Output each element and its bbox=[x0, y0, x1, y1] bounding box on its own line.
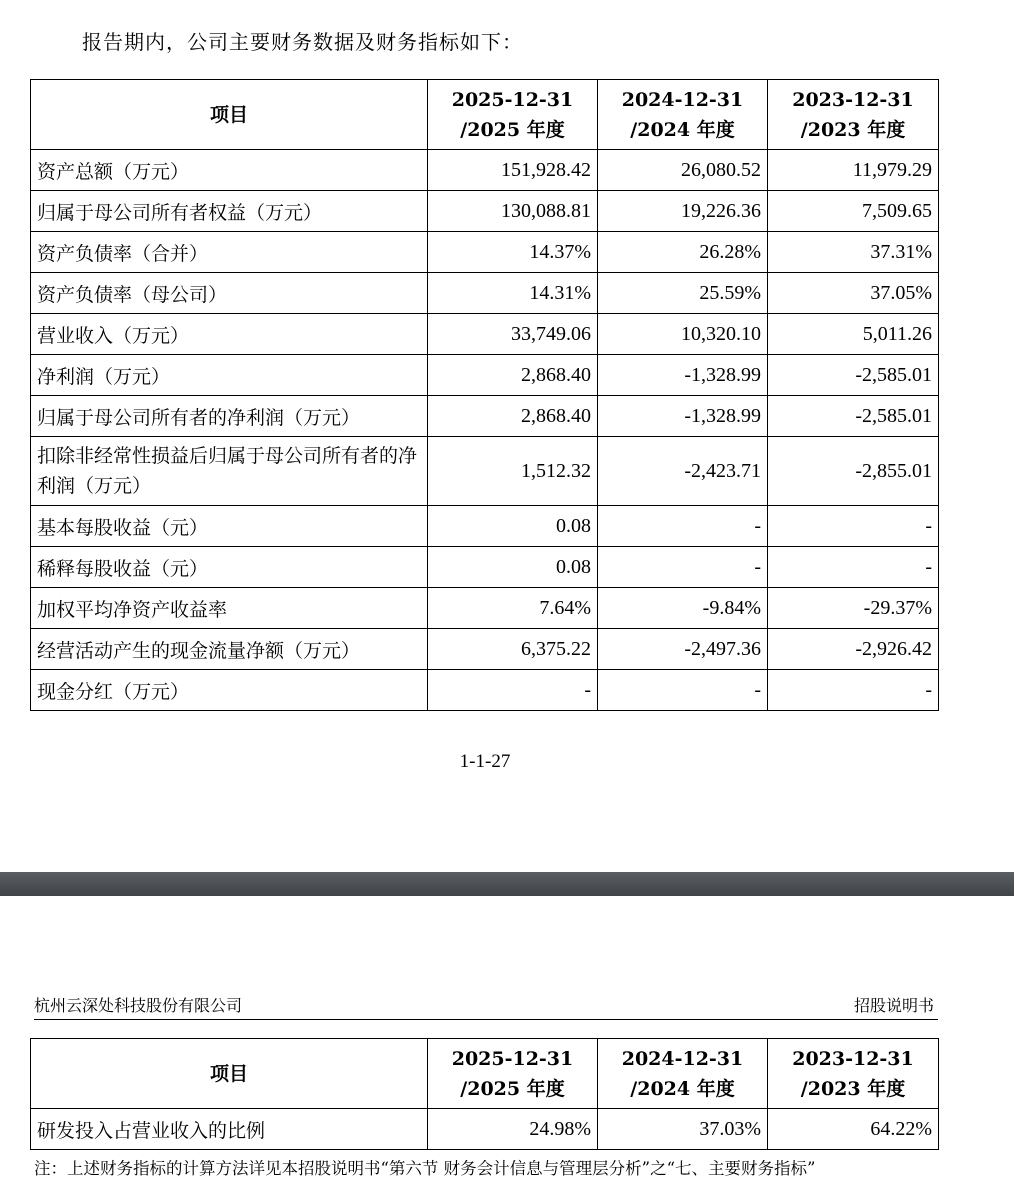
value-2025: 24.98% bbox=[428, 1109, 598, 1150]
value-2025: 6,375.22 bbox=[428, 629, 598, 670]
header-2025-date: 2025-12-31 bbox=[451, 1047, 574, 1070]
table-row bbox=[31, 396, 939, 437]
value-2024: -1,328.99 bbox=[598, 396, 768, 437]
table-row bbox=[31, 150, 939, 191]
value-2023: -29.37% bbox=[768, 588, 939, 629]
table-row bbox=[31, 273, 939, 314]
header-item: 项目 bbox=[31, 1039, 428, 1109]
table-row bbox=[31, 547, 939, 588]
table-row bbox=[31, 191, 939, 232]
table-header-row bbox=[31, 1039, 939, 1109]
row-label: 现金分红（万元） bbox=[31, 670, 428, 711]
value-2023: - bbox=[768, 547, 939, 588]
table-row bbox=[31, 629, 939, 670]
row-label: 归属于母公司所有者权益（万元） bbox=[31, 191, 428, 232]
value-2025: 14.37% bbox=[428, 232, 598, 273]
value-2024: 10,320.10 bbox=[598, 314, 768, 355]
value-2025: - bbox=[428, 670, 598, 711]
value-2025: 151,928.42 bbox=[428, 150, 598, 191]
row-label: 扣除非经常性损益后归属于母公司所有者的净利润（万元） bbox=[31, 437, 428, 506]
header-2024-year: /2024 年度 bbox=[630, 1077, 735, 1100]
row-label: 资产总额（万元） bbox=[31, 150, 428, 191]
value-2025: 7.64% bbox=[428, 588, 598, 629]
document-type: 招股说明书 bbox=[853, 996, 934, 1015]
row-label: 稀释每股收益（元） bbox=[31, 547, 428, 588]
row-label: 基本每股收益（元） bbox=[31, 506, 428, 547]
row-label: 研发投入占营业收入的比例 bbox=[31, 1109, 428, 1150]
header-2023-date: 2023-12-31 bbox=[792, 88, 914, 111]
table-row bbox=[31, 355, 939, 396]
row-label: 加权平均净资产收益率 bbox=[31, 588, 428, 629]
table-row bbox=[31, 670, 939, 711]
header-2023 bbox=[768, 80, 939, 150]
value-2025: 0.08 bbox=[428, 547, 598, 588]
value-2024: - bbox=[598, 670, 768, 711]
row-label: 资产负债率（合并） bbox=[31, 232, 428, 273]
header-2023-year: /2023 年度 bbox=[800, 1077, 906, 1100]
row-label: 资产负债率（母公司） bbox=[31, 273, 428, 314]
header-2024 bbox=[598, 80, 768, 150]
table-header-row bbox=[31, 80, 939, 150]
value-2023: -2,926.42 bbox=[768, 629, 939, 670]
value-2024: 25.59% bbox=[598, 273, 768, 314]
row-label: 营业收入（万元） bbox=[31, 314, 428, 355]
header-2023-year: /2023 年度 bbox=[800, 118, 906, 141]
header-item: 项目 bbox=[31, 80, 428, 150]
value-2024: - bbox=[598, 506, 768, 547]
header-2025-year: /2025 年度 bbox=[460, 1077, 565, 1100]
value-2024: 26.28% bbox=[598, 232, 768, 273]
footnote: 注：上述财务指标的计算方法详见本招股说明书“第六节 财务会计信息与管理层分析”之“七、主要财务指标” bbox=[34, 1159, 816, 1178]
page-separator bbox=[0, 872, 1014, 896]
header-2025-date: 2025-12-31 bbox=[451, 88, 574, 111]
value-2025: 33,749.06 bbox=[428, 314, 598, 355]
table-row bbox=[31, 437, 939, 506]
company-name: 杭州云深处科技股份有限公司 bbox=[34, 996, 243, 1015]
rd-ratio-table bbox=[30, 1038, 939, 1150]
header-2023-date: 2023-12-31 bbox=[792, 1047, 914, 1070]
running-header bbox=[34, 993, 938, 1020]
header-2024-year: /2024 年度 bbox=[630, 118, 735, 141]
value-2024: -1,328.99 bbox=[598, 355, 768, 396]
header-2023 bbox=[768, 1039, 939, 1109]
value-2023: 7,509.65 bbox=[768, 191, 939, 232]
row-label: 净利润（万元） bbox=[31, 355, 428, 396]
value-2025: 0.08 bbox=[428, 506, 598, 547]
value-2024: -2,497.36 bbox=[598, 629, 768, 670]
header-2024-date: 2024-12-31 bbox=[621, 1047, 744, 1070]
value-2023: 64.22% bbox=[768, 1109, 939, 1150]
value-2024: -9.84% bbox=[598, 588, 768, 629]
row-label: 归属于母公司所有者的净利润（万元） bbox=[31, 396, 428, 437]
table-row bbox=[31, 506, 939, 547]
value-2024: -2,423.71 bbox=[598, 437, 768, 506]
value-2023: -2,855.01 bbox=[768, 437, 939, 506]
header-2024 bbox=[598, 1039, 768, 1109]
header-2024-date: 2024-12-31 bbox=[621, 88, 744, 111]
value-2023: 5,011.26 bbox=[768, 314, 939, 355]
header-2025 bbox=[428, 1039, 598, 1109]
value-2023: - bbox=[768, 670, 939, 711]
value-2023: 37.05% bbox=[768, 273, 939, 314]
value-2023: 11,979.29 bbox=[768, 150, 939, 191]
table-row bbox=[31, 1109, 939, 1150]
value-2023: -2,585.01 bbox=[768, 355, 939, 396]
value-2025: 130,088.81 bbox=[428, 191, 598, 232]
intro-text: 报告期内，公司主要财务数据及财务指标如下： bbox=[82, 30, 523, 54]
table-row bbox=[31, 314, 939, 355]
header-2025 bbox=[428, 80, 598, 150]
header-2025-year: /2025 年度 bbox=[460, 118, 565, 141]
value-2023: -2,585.01 bbox=[768, 396, 939, 437]
value-2023: 37.31% bbox=[768, 232, 939, 273]
value-2025: 1,512.32 bbox=[428, 437, 598, 506]
table-row bbox=[31, 232, 939, 273]
value-2024: 19,226.36 bbox=[598, 191, 768, 232]
value-2025: 2,868.40 bbox=[428, 355, 598, 396]
value-2025: 2,868.40 bbox=[428, 396, 598, 437]
financial-data-table bbox=[30, 79, 939, 711]
table-row bbox=[31, 588, 939, 629]
value-2024: 26,080.52 bbox=[598, 150, 768, 191]
page-number: 1-1-27 bbox=[459, 751, 511, 772]
row-label: 经营活动产生的现金流量净额（万元） bbox=[31, 629, 428, 670]
value-2025: 14.31% bbox=[428, 273, 598, 314]
value-2024: 37.03% bbox=[598, 1109, 768, 1150]
value-2023: - bbox=[768, 506, 939, 547]
value-2024: - bbox=[598, 547, 768, 588]
